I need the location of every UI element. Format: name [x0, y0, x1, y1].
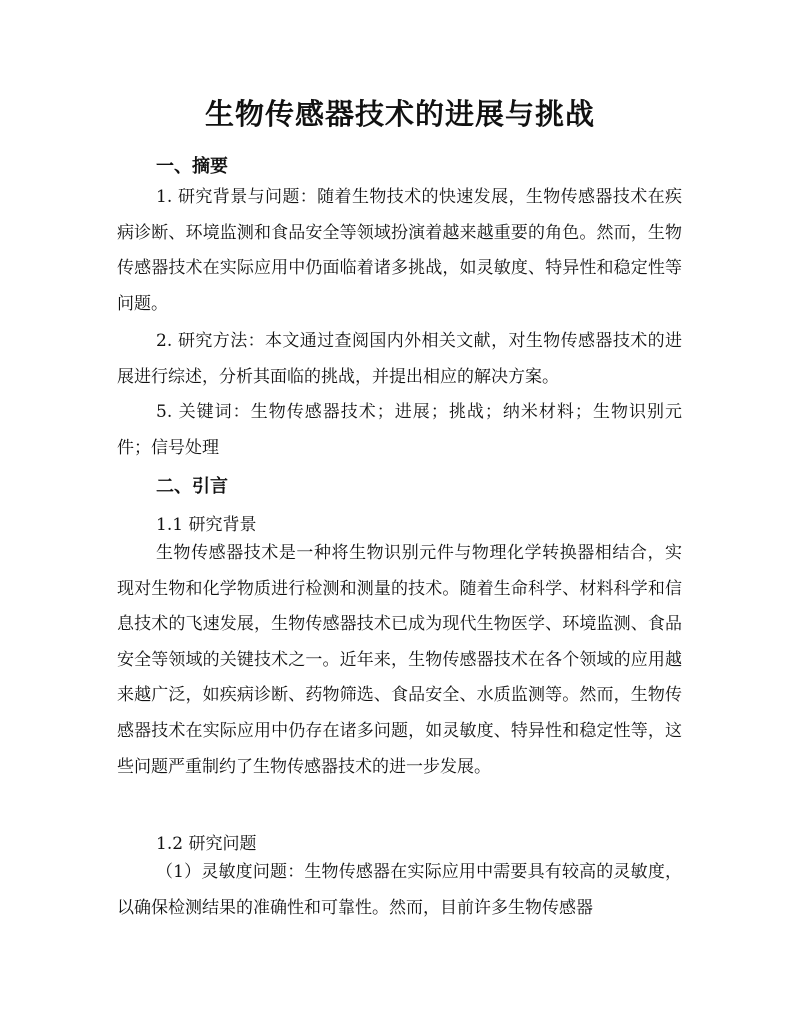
intro-heading: 二、引言 [156, 476, 228, 497]
document-title: 生物传感器技术的进展与挑战 [204, 97, 595, 131]
intro-subheading-problems: 1.2 研究问题 [156, 834, 257, 854]
intro-subheading-background: 1.1 研究背景 [156, 515, 257, 535]
intro-paragraph-background: 生物传感器技术是一种将生物识别元件与物理化学转换器相结合，实现对生物和化学物质进行检测和测量的技术。随着生命科学、材料科学和信息技术的飞速发展，生物传感器技术已成为现代生物医学、环境监测、食品安全等领域的关键技术之一。近年来，生物传感器技术在各个领域的应用越来越广泛，如疾病诊断、药物筛选、食品安全、水质监测等。然而，生物传感器技术在实际应用中仍存在诸多问题，如灵敏度、特异性和稳定性等，这些问题严重制约了生物传感器技术的进一步发展。 [117, 543, 682, 777]
abstract-paragraph-1: 1. 研究背景与问题：随着生物技术的快速发展，生物传感器技术在疾病诊断、环境监测和食品安全等领域扮演着越来越重要的角色。然而，生物传感器技术在实际应用中仍面临着诸多挑战，如灵敏度、特异性和稳定性等问题。 [117, 187, 682, 314]
abstract-keywords: 5. 关键词：生物传感器技术；进展；挑战；纳米材料；生物识别元件；信号处理 [117, 402, 682, 458]
abstract-paragraph-2: 2. 研究方法：本文通过查阅国内外相关文献，对生物传感器技术的进展进行综述，分析其面临的挑战，并提出相应的解决方案。 [117, 331, 682, 387]
intro-paragraph-problems: （1）灵敏度问题：生物传感器在实际应用中需要具有较高的灵敏度，以确保检测结果的准确性和可靠性。然而，目前许多生物传感器 [117, 862, 682, 918]
abstract-heading: 一、摘要 [156, 156, 228, 177]
